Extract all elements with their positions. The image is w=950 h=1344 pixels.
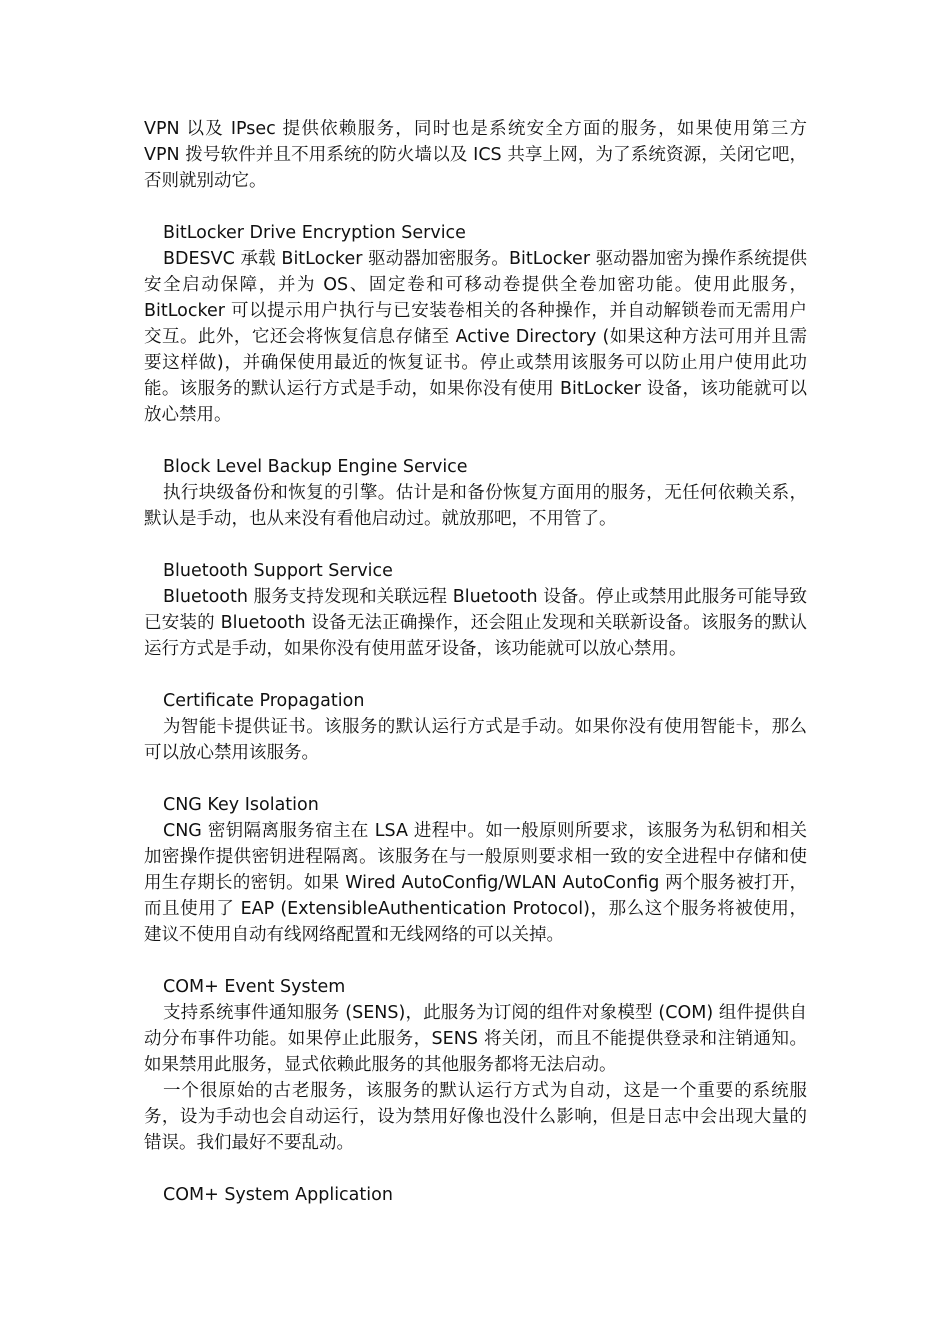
section-block-level-backup	[144, 454, 807, 532]
section-heading: Block Level Backup Engine Service	[163, 457, 468, 477]
section-heading: CNG Key Isolation	[163, 795, 319, 815]
section-paragraph: CNG 密钥隔离服务宿主在 LSA 进程中。如一般原则所要求，该服务为私钥和相关加密操作提供密钥进程隔离。该服务在与一般原则要求相一致的安全进程中存储和使用生存期长的密钥。如果 Wired AutoConfig/WLAN AutoConfig 两个服务被打开，而且使用了 EAP (ExtensibleAuthentication Protocol)，那么这个服务将被使用，建议不使用自动有线网络配置和无线网络的可以关掉。	[144, 821, 807, 945]
section-paragraph: 支持系统事件通知服务 (SENS)，此服务为订阅的组件对象模型 (COM) 组件提供自动分布事件功能。如果停止此服务，SENS 将关闭，而且不能提供登录和注销通知。如果禁用此服务，显式依赖此服务的其他服务都将无法启动。	[144, 1003, 807, 1075]
section-heading: COM+ Event System	[163, 977, 346, 997]
section-cng-key-isolation	[144, 792, 807, 948]
section-heading: Certificate Propagation	[163, 691, 365, 711]
section-heading: BitLocker Drive Encryption Service	[163, 223, 466, 243]
section-com-event-system	[144, 974, 807, 1156]
section-heading: Bluetooth Support Service	[163, 561, 393, 581]
section-bitlocker	[144, 220, 807, 428]
section-paragraph: 为智能卡提供证书。该服务的默认运行方式是手动。如果你没有使用智能卡，那么可以放心禁用该服务。	[144, 717, 807, 763]
section-paragraph: 一个很原始的古老服务，该服务的默认运行方式为自动，这是一个重要的系统服务，设为手动也会自动运行，设为禁用好像也没什么影响，但是日志中会出现大量的错误。我们最好不要乱动。	[144, 1081, 807, 1153]
intro-paragraph: VPN 以及 IPsec 提供依赖服务，同时也是系统安全方面的服务，如果使用第三方 VPN 拨号软件并且不用系统的防火墙以及 ICS 共享上网，为了系统资源，关闭它吧，否则就别动它。	[144, 119, 807, 191]
section-paragraph: 执行块级备份和恢复的引擎。估计是和备份恢复方面用的服务，无任何依赖关系，默认是手动，也从来没有看他启动过。就放那吧，不用管了。	[144, 483, 807, 529]
section-heading: COM+ System Application	[163, 1185, 393, 1205]
document-page	[144, 116, 807, 1208]
section-paragraph: Bluetooth 服务支持发现和关联远程 Bluetooth 设备。停止或禁用此服务可能导致已安装的 Bluetooth 设备无法正确操作，还会阻止发现和关联新设备。该服务的默认运行方式是手动，如果你没有使用蓝牙设备，该功能就可以放心禁用。	[144, 587, 807, 659]
section-certificate-propagation	[144, 688, 807, 766]
section-paragraph: BDESVC 承载 BitLocker 驱动器加密服务。BitLocker 驱动器加密为操作系统提供安全启动保障，并为 OS、固定卷和可移动卷提供全卷加密功能。使用此服务，BitLocker 可以提示用户执行与已安装卷相关的各种操作，并自动解锁卷而无需用户交互。此外，它还会将恢复信息存储至 Active Directory (如果这种方法可用并且需要这样做)，并确保使用最近的恢复证书。停止或禁用该服务可以防止用户使用此功能。该服务的默认运行方式是手动，如果你没有使用 BitLocker 设备，该功能就可以放心禁用。	[144, 249, 807, 425]
section-com-system-application	[144, 1182, 807, 1208]
section-bluetooth	[144, 558, 807, 662]
